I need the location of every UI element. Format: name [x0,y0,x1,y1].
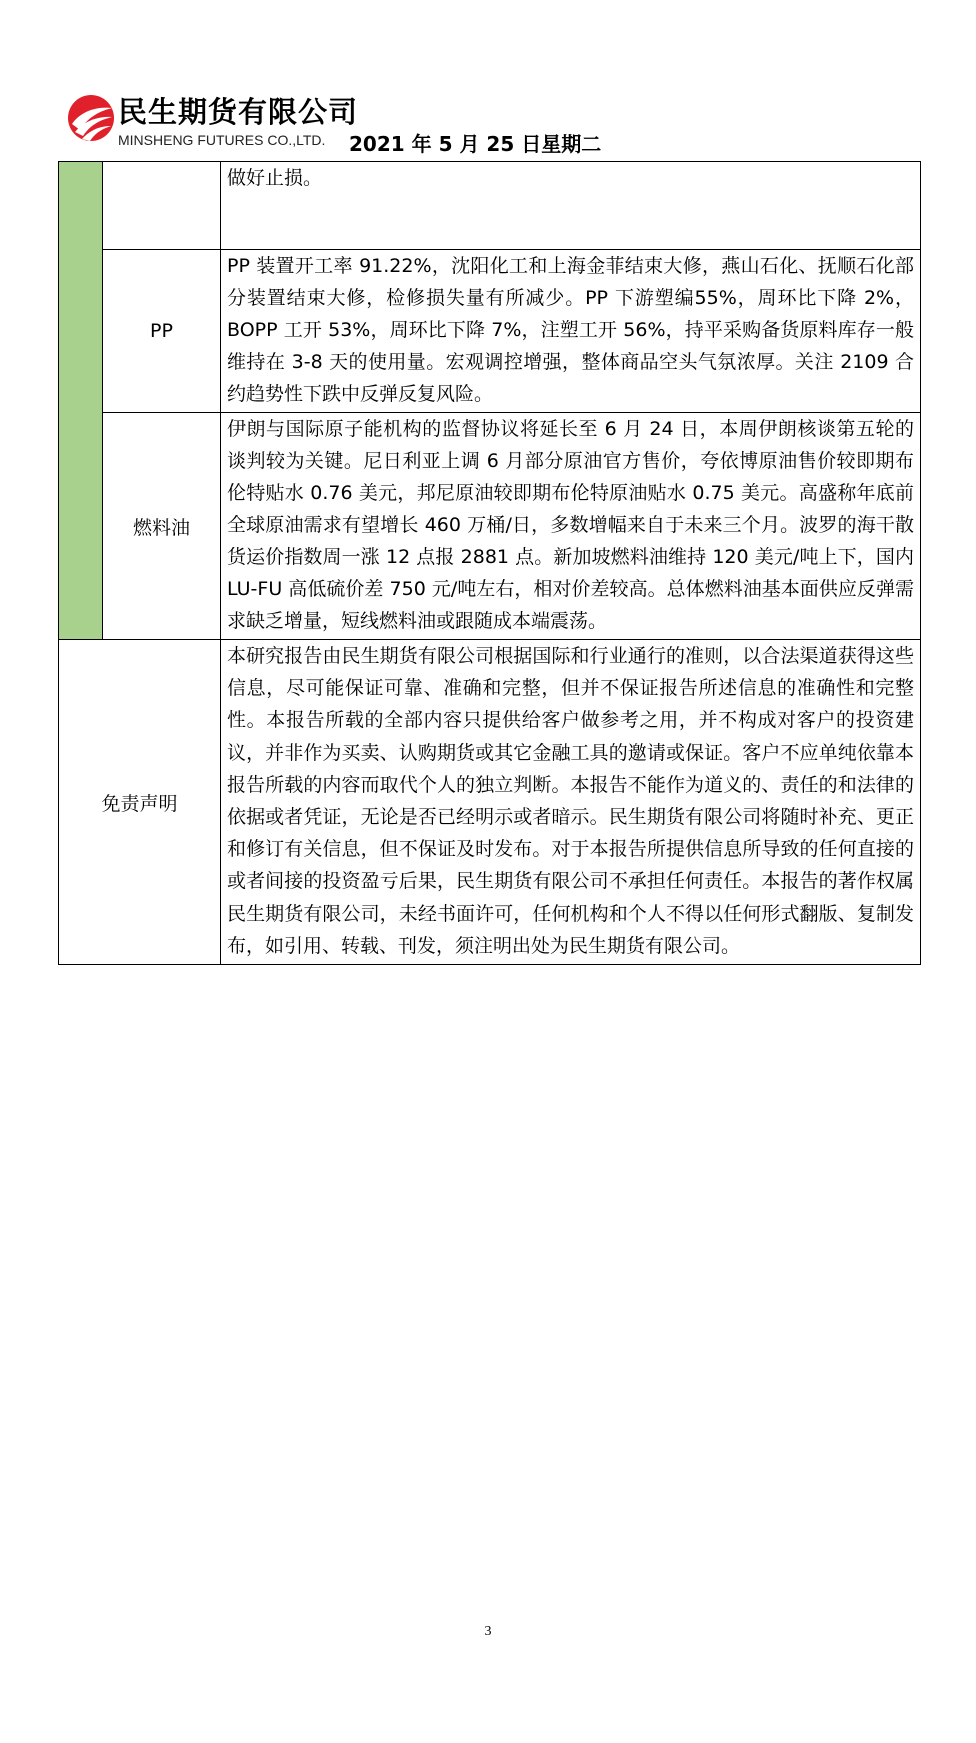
row-label [103,162,221,250]
category-green-cell [59,162,103,640]
row-label-pp: PP [103,250,221,413]
row-label-fuel-oil: 燃料油 [103,413,221,640]
page-header [66,90,766,156]
table-row-disclaimer [59,640,921,965]
company-name-en: MINSHENG FUTURES CO.,LTD. [118,132,326,148]
row-text-fuel-oil: 伊朗与国际原子能机构的监督协议将延长至 6 月 24 日，本周伊朗核谈第五轮的谈判较为关键。尼日利亚上调 6 月部分原油官方售价，夸依博原油售价较即期布伦特贴水 0.76 美元，邦尼原油较即期布伦特原油贴水 0.75 美元。高盛称年底前全球原油需求有望增长 460 万桶/日，多数增幅来自于未来三个月。波罗的海干散货运价指数周一涨 12 点报 2881 点。新加坡燃料油维持 120 美元/吨上下，国内 LU-FU 高低硫价差 750 元/吨左右，相对价差较高。总体燃料油基本面供应反弹需求缺乏增量，短线燃料油或跟随成本端震荡。 [221,413,921,640]
disclaimer-text: 本研究报告由民生期货有限公司根据国际和行业通行的准则，以合法渠道获得这些信息，尽可能保证可靠、准确和完整，但并不保证报告所述信息的准确性和完整性。本报告所载的全部内容只提供给客户做参考之用，并不构成对客户的投资建议，并非作为买卖、认购期货或其它金融工具的邀请或保证。客户不应单纯依靠本报告所载的内容而取代个人的独立判断。本报告不能作为道义的、责任的和法律的依据或者凭证，无论是否已经明示或者暗示。民生期货有限公司将随时补充、更正和修订有关信息，但不保证及时发布。对于本报告所提供信息所导致的任何直接的或者间接的投资盈亏后果，民生期货有限公司不承担任何责任。本报告的著作权属民生期货有限公司，未经书面许可，任何机构和个人不得以任何形式翻版、复制发布，如引用、转载、刊发，须注明出处为民生期货有限公司。 [221,640,921,965]
row-text-pp: PP 装置开工率 91.22%，沈阳化工和上海金菲结束大修，燕山石化、抚顺石化部分装置结束大修，检修损失量有所减少。PP 下游塑编55%，周环比下降 2%，BOPP 工开 53%，周环比下降 7%，注塑工开 56%，持平采购备货原料库存一般维持在 3-8 天的使用量。宏观调控增强，整体商品空头气氛浓厚。关注 2109 合约趋势性下跌中反弹反复风险。 [221,250,921,413]
disclaimer-label: 免责声明 [59,640,221,965]
report-date: 2021 年 5 月 25 日星期二 [349,132,602,156]
minsheng-logo-icon [66,90,116,146]
table-row [59,413,921,640]
row-text: 做好止损。 [221,162,921,250]
table-row [59,250,921,413]
company-name-cn: 民生期货有限公司 [118,95,359,129]
commodity-table [58,161,921,965]
table-row [59,162,921,250]
page-number: 3 [484,1624,492,1639]
